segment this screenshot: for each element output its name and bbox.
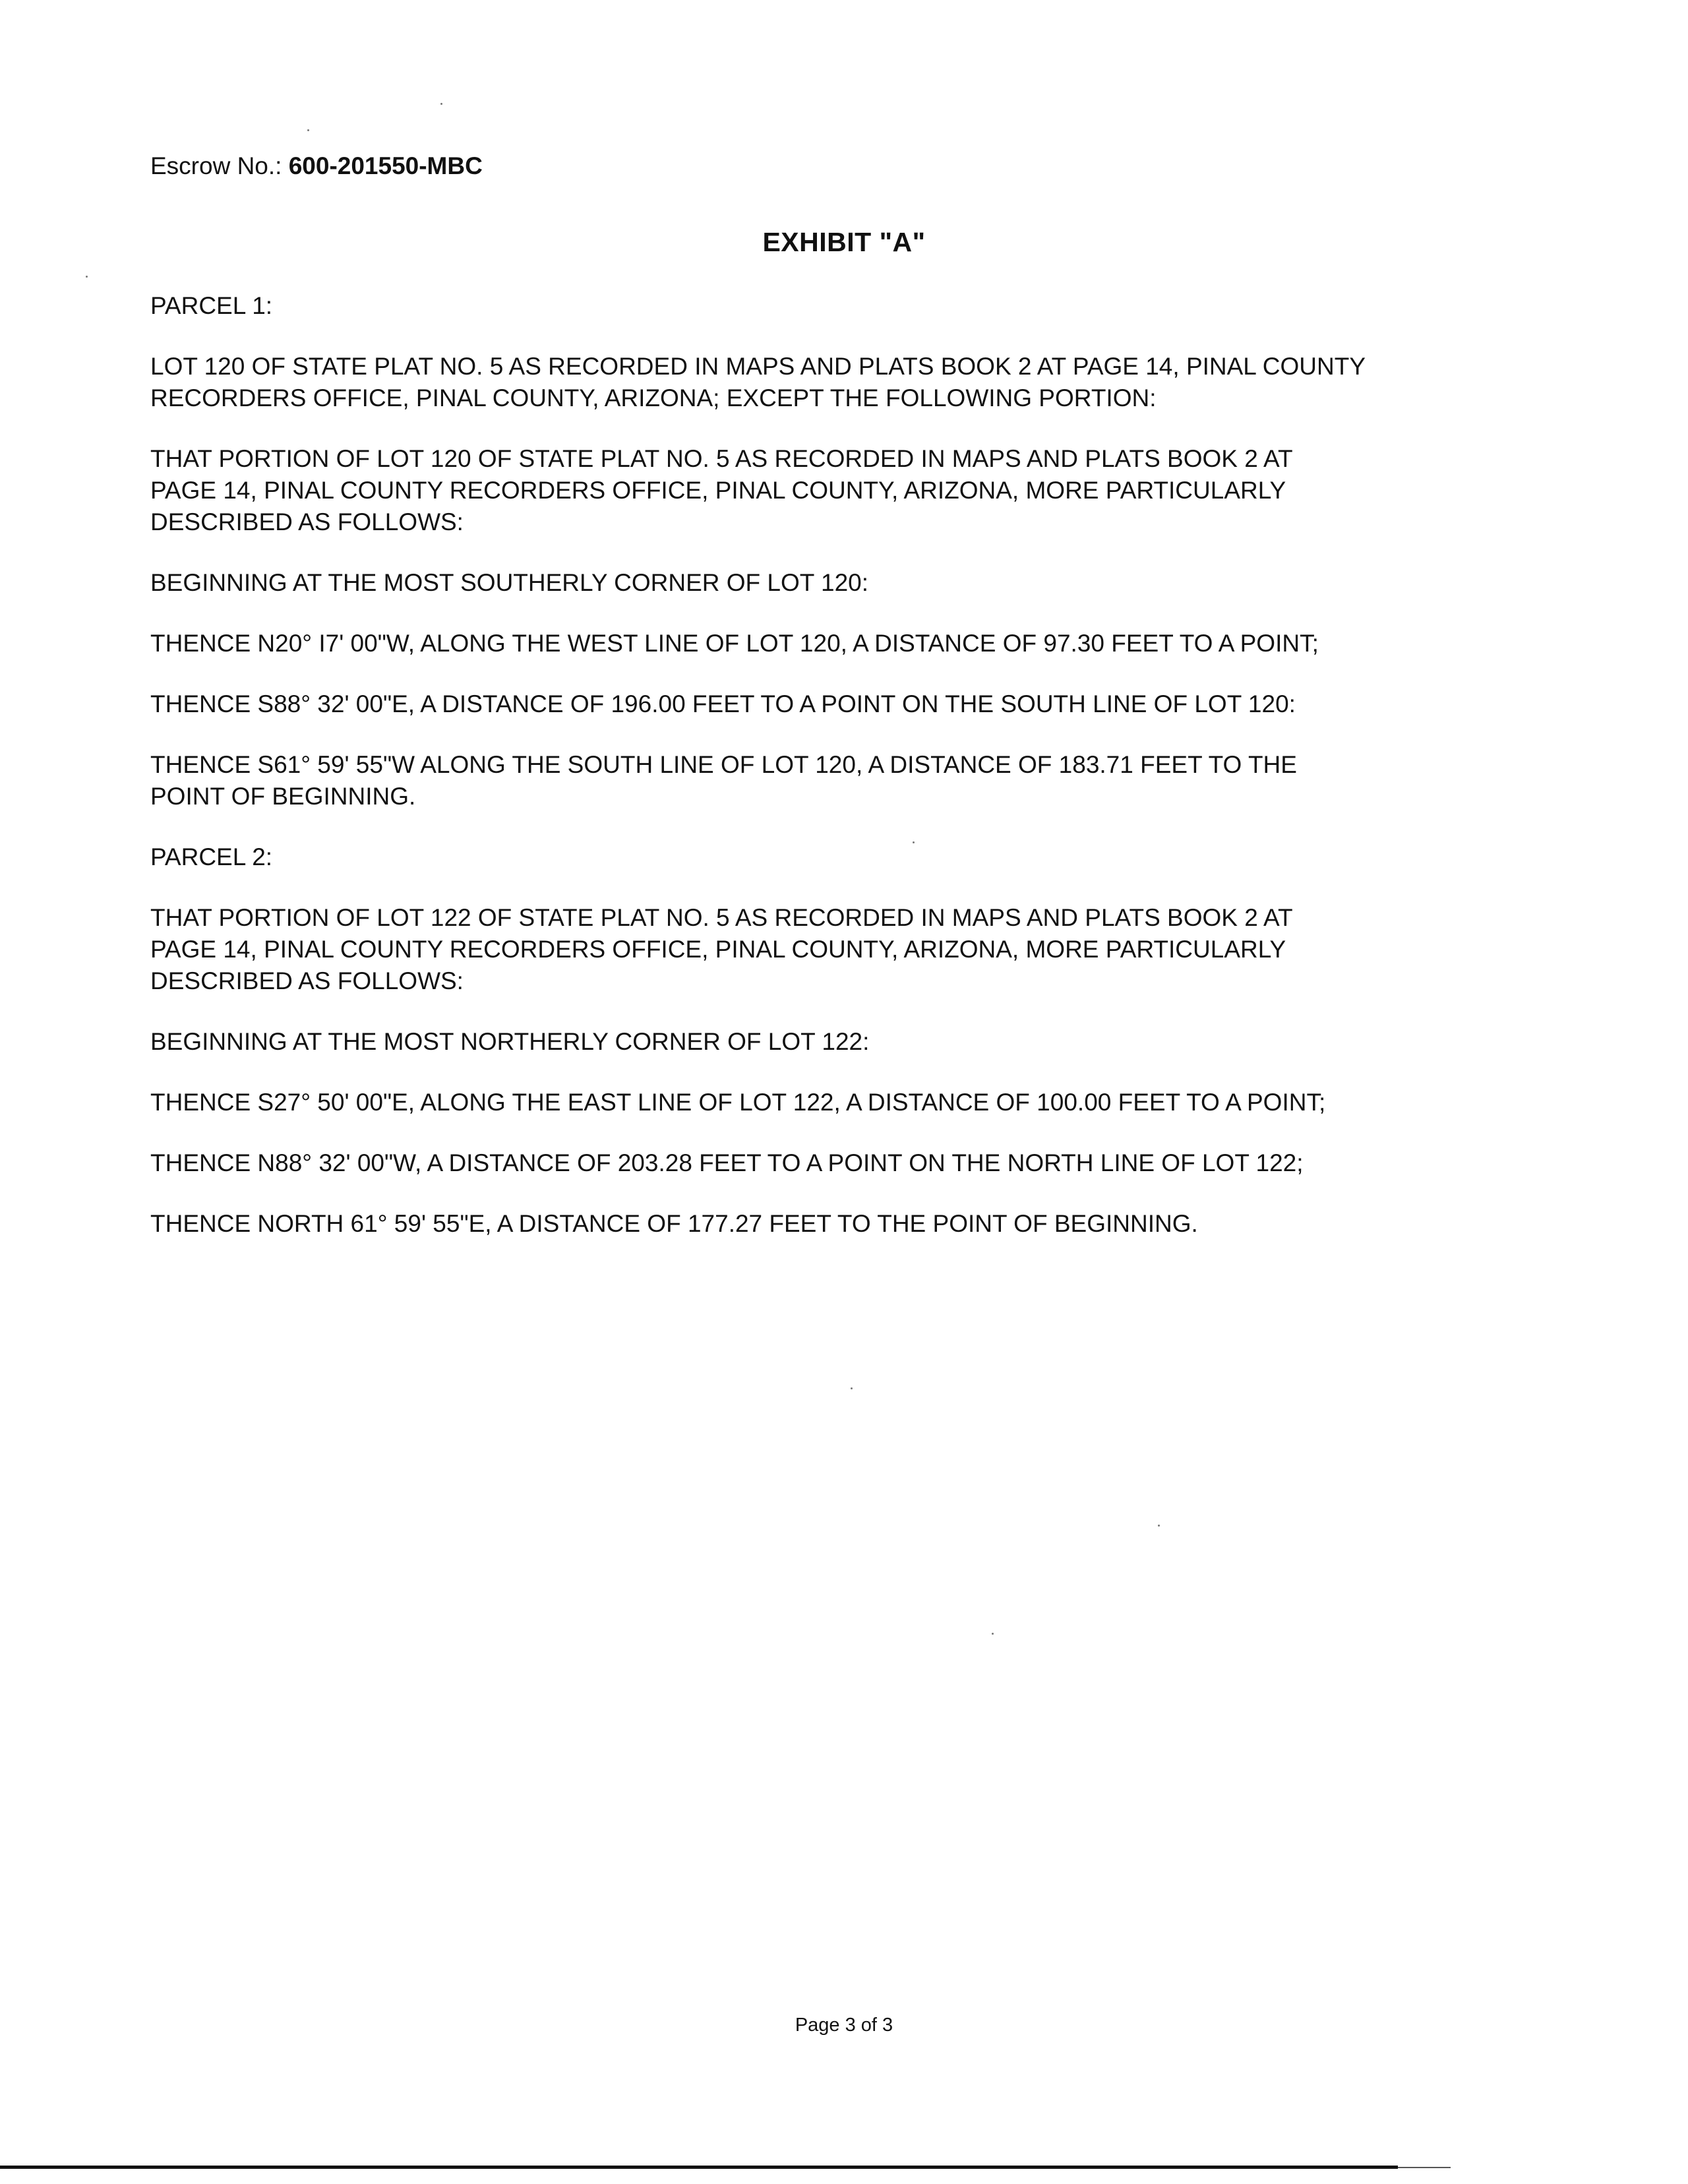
- paragraph-line: PAGE 14, PINAL COUNTY RECORDERS OFFICE, PINAL COUNTY, ARIZONA, MORE PARTICULARLY: [150, 936, 1286, 963]
- bottom-rule-tail: [1398, 2167, 1451, 2168]
- paragraph-line: PARCEL 2:: [150, 843, 273, 870]
- paragraph-line: RECORDERS OFFICE, PINAL COUNTY, ARIZONA; EXCEPT THE FOLLOWING PORTION:: [150, 384, 1157, 411]
- legal-paragraph: [150, 688, 1548, 720]
- paragraph-line: THAT PORTION OF LOT 122 OF STATE PLAT NO. 5 AS RECORDED IN MAPS AND PLATS BOOK 2 AT: [150, 904, 1293, 931]
- paragraph-line: PAGE 14, PINAL COUNTY RECORDERS OFFICE, PINAL COUNTY, ARIZONA, MORE PARTICULARLY: [150, 477, 1286, 504]
- legal-paragraph: [150, 290, 1548, 322]
- paragraph-line: POINT OF BEGINNING.: [150, 783, 416, 810]
- scan-speck: [913, 841, 915, 843]
- legal-paragraph: [150, 1147, 1548, 1179]
- paragraph-line: PARCEL 1:: [150, 292, 273, 319]
- bottom-rule: [0, 2166, 1398, 2169]
- legal-paragraph: [150, 443, 1548, 538]
- scan-speck: [851, 1387, 853, 1389]
- scan-speck: [86, 276, 88, 278]
- paragraph-line: BEGINNING AT THE MOST NORTHERLY CORNER OF LOT 122:: [150, 1028, 870, 1055]
- paragraph-line: THENCE S61° 59' 55"W ALONG THE SOUTH LINE OF LOT 120, A DISTANCE OF 183.71 FEET TO THE: [150, 751, 1297, 778]
- legal-paragraph: [150, 841, 1548, 873]
- legal-paragraph: [150, 1208, 1548, 1240]
- escrow-number: 600-201550-MBC: [288, 152, 483, 179]
- scan-speck: [307, 129, 309, 131]
- paragraph-line: THENCE S27° 50' 00"E, ALONG THE EAST LINE OF LOT 122, A DISTANCE OF 100.00 FEET TO A POINT;: [150, 1089, 1326, 1116]
- scan-speck: [440, 103, 442, 105]
- legal-paragraph: [150, 902, 1548, 997]
- legal-paragraph: [150, 1087, 1548, 1118]
- paragraph-line: DESCRIBED AS FOLLOWS:: [150, 508, 464, 535]
- legal-description: [150, 290, 1548, 1269]
- paragraph-line: THENCE NORTH 61° 59' 55"E, A DISTANCE OF 177.27 FEET TO THE POINT OF BEGINNING.: [150, 1210, 1198, 1237]
- scan-speck: [992, 1633, 994, 1635]
- legal-paragraph: [150, 628, 1548, 659]
- exhibit-title: EXHIBIT "A": [762, 227, 926, 257]
- paragraph-line: THAT PORTION OF LOT 120 OF STATE PLAT NO. 5 AS RECORDED IN MAPS AND PLATS BOOK 2 AT: [150, 445, 1293, 472]
- legal-paragraph: [150, 1026, 1548, 1058]
- paragraph-line: BEGINNING AT THE MOST SOUTHERLY CORNER OF LOT 120:: [150, 569, 869, 596]
- paragraph-line: LOT 120 OF STATE PLAT NO. 5 AS RECORDED IN MAPS AND PLATS BOOK 2 AT PAGE 14, PINAL COUNTY: [150, 353, 1366, 380]
- page-number: Page 3 of 3: [795, 2015, 893, 2036]
- scan-speck: [1158, 1525, 1160, 1527]
- legal-paragraph: [150, 567, 1548, 599]
- paragraph-line: DESCRIBED AS FOLLOWS:: [150, 967, 464, 994]
- legal-paragraph: [150, 351, 1548, 414]
- paragraph-line: THENCE N20° I7' 00"W, ALONG THE WEST LINE OF LOT 120, A DISTANCE OF 97.30 FEET TO A POINT;: [150, 630, 1319, 657]
- escrow-line: [150, 150, 483, 182]
- legal-paragraph: [150, 749, 1548, 812]
- escrow-label: Escrow No.:: [150, 152, 282, 179]
- paragraph-line: THENCE S88° 32' 00"E, A DISTANCE OF 196.00 FEET TO A POINT ON THE SOUTH LINE OF LOT 120:: [150, 690, 1296, 717]
- paragraph-line: THENCE N88° 32' 00"W, A DISTANCE OF 203.28 FEET TO A POINT ON THE NORTH LINE OF LOT 122;: [150, 1149, 1304, 1176]
